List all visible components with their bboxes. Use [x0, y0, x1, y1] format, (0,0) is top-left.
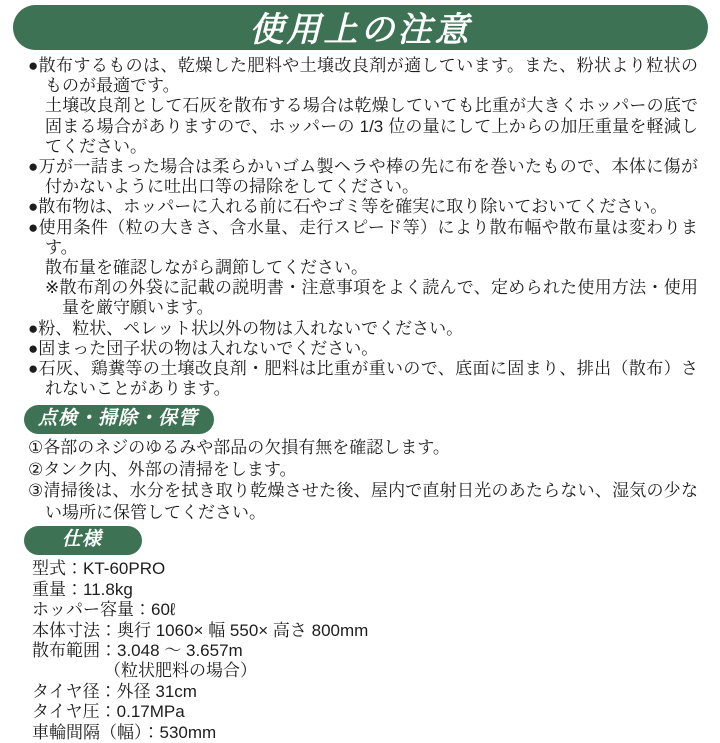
- usage-note-item: ●粉、粒状、ペレット状以外の物は入れないでください。: [28, 318, 464, 338]
- inspection-heading: 点検・掃除・保管: [24, 405, 214, 434]
- spec-row: 車輪間隔（幅）：530mm: [32, 722, 217, 742]
- usage-note-item: ●石灰、鶏糞等の土壌改良剤・肥料は比重が重いので、底面に固まり、排出（散布）されないことがあります。: [28, 359, 698, 399]
- inspection-section: [28, 437, 698, 523]
- inspection-item: ①各部のネジのゆるみや部品の欠損有無を確認します。: [28, 438, 450, 458]
- usage-note-item: 散布量を確認しながら調節してください。: [45, 258, 368, 278]
- spec-row: （粒状肥料の場合）: [104, 661, 257, 681]
- spec-row: ホッパー容量：60ℓ: [32, 600, 176, 620]
- inspection-item: ②タンク内、外部の清掃をします。: [28, 459, 297, 479]
- usage-note-item: ※散布剤の外袋に記載の説明書・注意事項をよく読んで、定められた使用方法・使用量を厳守願います。: [45, 278, 698, 318]
- section-badge-specs: [24, 526, 720, 555]
- spec-row: タイヤ径：外径 31cm: [32, 681, 197, 701]
- page-banner: [13, 5, 708, 50]
- specs-section: [32, 559, 698, 743]
- usage-note-item: ●万が一詰まった場合は柔らかいゴム製ヘラや棒の先に布を巻いたもので、本体に傷が付かないように吐出口等の掃除をしてください。: [28, 157, 698, 197]
- usage-notes-section: [28, 56, 698, 399]
- specs-heading: 仕様: [24, 526, 142, 555]
- spec-row: 型式：KT-60PRO: [32, 559, 166, 579]
- page-title: 使用上の注意: [249, 11, 472, 49]
- section-badge-inspection: [24, 405, 720, 434]
- inspection-item: ③清掃後は、水分を拭き取り乾燥させた後、屋内で直射日光のあたらない、湿気の少ない場所に保管してください。: [28, 481, 698, 522]
- usage-note-item: ●散布するものは、乾燥した肥料や土壌改良剤が適しています。また、粉状より粒状のものが最適です。: [28, 56, 699, 96]
- usage-note-item: ●固まった団子状の物は入れないでください。: [28, 338, 379, 358]
- usage-note-item: ●使用条件（粒の大きさ、含水量、走行スピード等）により散布幅や散布量は変わります。: [28, 217, 698, 257]
- usage-note-item: ●散布物は、ホッパーに入れる前に石やゴミ等を確実に取り除いておいてください。: [28, 197, 668, 217]
- spec-row: タイヤ圧：0.17MPa: [32, 702, 185, 722]
- spec-row: 本体寸法：奥行 1060× 幅 550× 高さ 800mm: [32, 620, 369, 640]
- usage-note-item: 土壌改良剤として石灰を散布する場合は乾燥していても比重が大きくホッパーの底で固まる場合がありますので、ホッパーの 1/3 位の量にして上からの加圧重量を軽減してください。: [45, 96, 698, 156]
- spec-row: 重量：11.8kg: [32, 579, 133, 599]
- spec-row: 散布範囲：3.048 ～ 3.657m: [32, 641, 243, 661]
